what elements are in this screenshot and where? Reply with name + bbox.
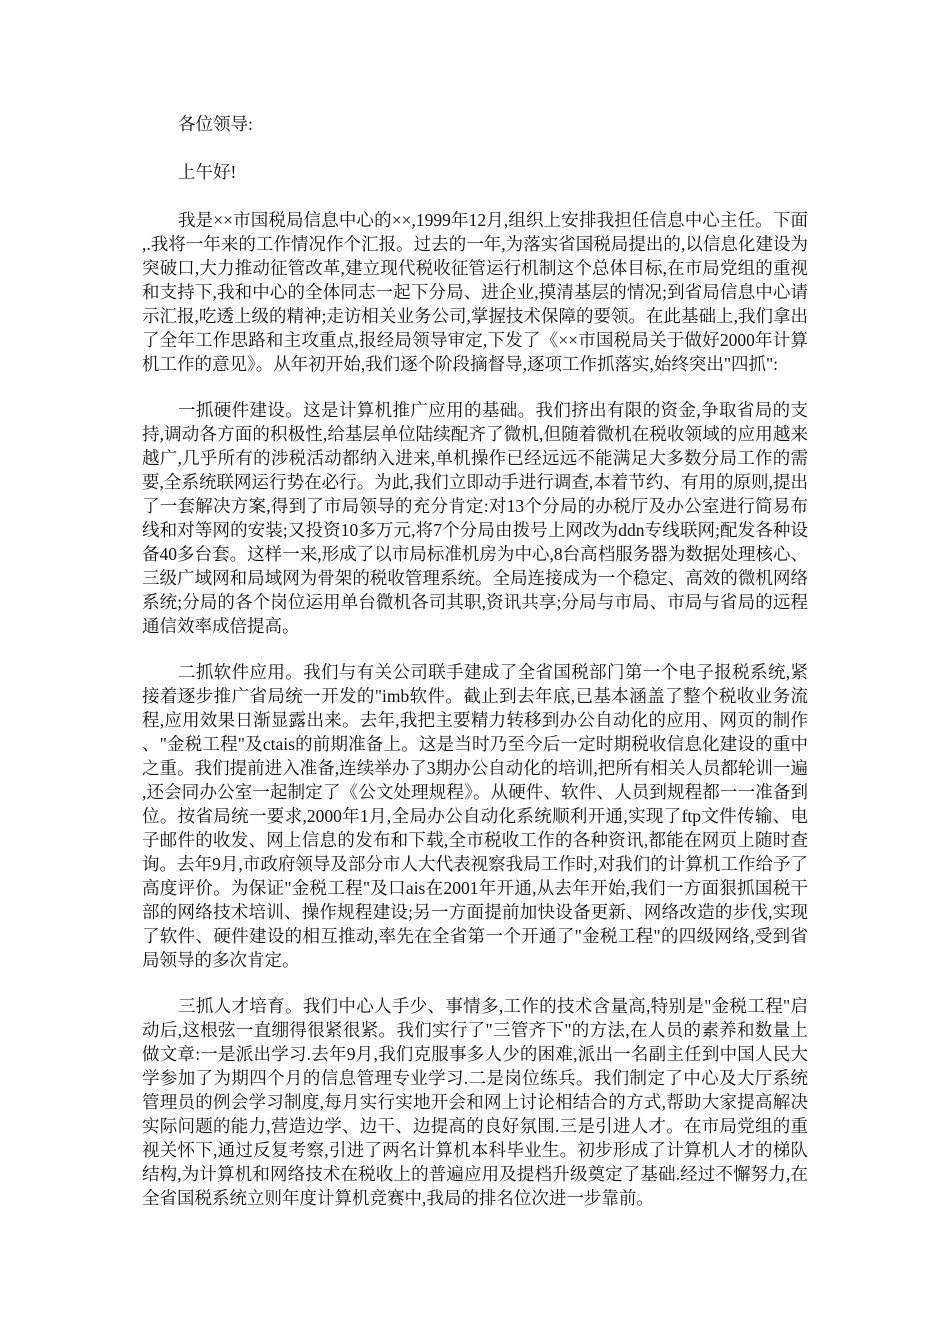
salutation: 各位领导:	[178, 114, 253, 134]
greeting: 上午好!	[178, 162, 237, 182]
paragraph-intro: 我是××市国税局信息中心的××,1999年12月,组织上安排我担任信息中心主任。下面,.我将一年来的工作情况作个汇报。过去的一年,为落实省国税局提出的,以信息化建设为突破口,大力推动征管改革,建立现代税收征管运行机制这个总体目标,在市局党组的重视和支持下,我和中心的全体同志一起下分局、进企业,摸清基层的情况;到省局信息中心请示汇报,吃透上级的精神;走访相关业务公司,掌握技术保障的要领。在此基础上,我们拿出了全年工作思路和主攻重点,报经局领导审定,下发了《××市国税局关于做好2000年计算机工作的意见》。从年初开始,我们逐个阶段摘督导,逐项工作抓落实,始终突出"四抓":	[142, 210, 808, 374]
paragraph-software: 二抓软件应用。我们与有关公司联手建成了全省国税部门第一个电子报税系统,紧接着逐步推广省局统一开发的"imb软件。截止到去年底,已基本涵盖了整个税收业务流程,应用效果日渐显露出来。去年,我把主要精力转移到办公自动化的应用、网页的制作、"金税工程"及ctais的前期准备上。这是当时乃至今后一定时期税收信息化建设的重中之重。我们提前进入准备,连续举办了3期办公自动化的培训,把所有相关人员都轮训一遍,还会同办公室一起制定了《公文处理规程》。从硬件、软件、人员到规程都一一准备到位。按省局统一要求,2000年1月,全局办公自动化系统顺利开通,实现了ftp文件传输、电子邮件的收发、网上信息的发布和下载,全市税收工作的各种资讯,都能在网页上随时查询。去年9月,市政府领导及部分市人大代表视察我局工作时,对我们的计算机工作给予了高度评价。为保证"金税工程"及口ais在2001年开通,从去年开始,我们一方面狠抓国税干部的网络技术培训、操作规程建设;另一方面提前加快设备更新、网络改造的步伐,实现了软件、硬件建设的相互推动,率先在全省第一个开通了"金税工程"的四级网络,受到省局领导的多次肯定。	[142, 662, 808, 970]
paragraph-talent: 三抓人才培育。我们中心人手少、事情多,工作的技术含量高,特别是"金税工程"启动后,这根弦一直绷得很紧很紧。我们实行了"三管齐下"的方法,在人员的素养和数量上做文章:一是派出学习.去年9月,我们克服事多人少的困难,派出一名副主任到中国人民大学参加了为期四个月的信息管理专业学习.二是岗位练兵。我们制定了中心及大厅系统管理员的例会学习制度,每月实行实地开会和网上讨论相结合的方式,帮助大家提高解决实际问题的能力,营造边学、边干、边提高的良好氛围.三是引进人才。在市局党组的重视关怀下,通过反复考察,引进了两名计算机本科毕业生。初步形成了计算机人才的梯队结构,为计算机和网络技术在税收上的普遍应用及提档升级奠定了基础.经过不懈努力,在全省国税系统立则年度计算机竞赛中,我局的排名位次进一步靠前。	[142, 996, 808, 1208]
paragraph-hardware: 一抓硬件建设。这是计算机推广应用的基础。我们挤出有限的资金,争取省局的支持,调动各方面的积极性,给基层单位陆续配齐了微机,但随着微机在税收领域的应用越来越广,几乎所有的涉税活动都纳入进来,单机操作已经远远不能满足大多数分局工作的需要,全系统联网运行势在必行。为此,我们立即动手进行调查,本着节约、有用的原则,提出了一套解决方案,得到了市局领导的充分肯定:对13个分局的办税厅及办公室进行简易布线和对等网的安装;又投资10多万元,将7个分局由拨号上网改为ddn专线联网;配发各种设备40多台套。这样一来,形成了以市局标准机房为中心,8台高档服务器为数据处理核心、三级广域网和局域网为骨架的税收管理系统。全局连接成为一个稳定、高效的微机网络系统;分局的各个岗位运用单台微机各司其职,资讯共享;分局与市局、市局与省局的远程通信效率成倍提高。	[142, 400, 808, 636]
